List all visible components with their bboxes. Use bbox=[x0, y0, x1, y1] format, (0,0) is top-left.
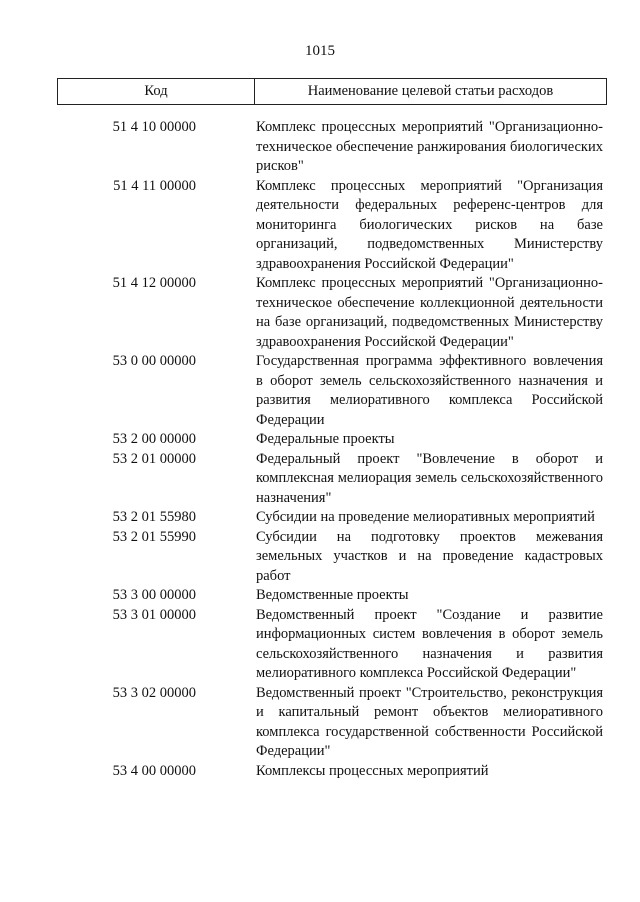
row-code: 51 4 10 00000 bbox=[112, 119, 196, 135]
table-row bbox=[0, 430, 640, 450]
row-name: Федеральный проект "Вовлечение в оборот и комплексная мелиорация земель сельскохозяйственного назначения" bbox=[256, 450, 603, 506]
row-code: 53 2 01 00000 bbox=[112, 450, 196, 467]
table-row bbox=[0, 177, 640, 275]
table-row bbox=[0, 762, 640, 782]
row-name: Ведомственный проект "Строительство, реконструкция и капитальный ремонт объектов мелиоративного комплекса государственной собственности Российской Федерации" bbox=[256, 684, 603, 759]
table-row bbox=[0, 274, 640, 352]
row-name: Комплекс процессных мероприятий "Организационно-техническое обеспечение ранжирования биологических рисков" bbox=[256, 119, 603, 174]
row-name: Государственная программа эффективного вовлечения в оборот земель сельскохозяйственного назначения и развития мелиоративного комплекса Российской Федерации bbox=[256, 353, 603, 428]
header-code: Код bbox=[58, 79, 255, 104]
row-code: 53 2 00 00000 bbox=[112, 431, 196, 447]
page-number: 1015 bbox=[305, 43, 335, 59]
row-code: 53 2 01 55980 bbox=[112, 509, 196, 525]
table-row bbox=[0, 606, 640, 684]
table-row bbox=[0, 118, 640, 177]
table-row bbox=[0, 684, 640, 762]
table-row bbox=[0, 450, 640, 509]
row-name: Комплекс процессных мероприятий "Организация деятельности федеральных референс-центров для мониторинга биологических рисков на базе организаций, подведомственных Министерству здравоохранения Российской Федерации" bbox=[256, 177, 603, 272]
row-code: 53 0 00 00000 bbox=[112, 353, 196, 369]
row-code: 53 3 01 00000 bbox=[112, 606, 196, 623]
row-name: Комплексы процессных мероприятий bbox=[256, 762, 489, 779]
row-name: Субсидии на подготовку проектов межевания земельных участков и на проведение кадастровых работ bbox=[256, 528, 603, 584]
row-code: 53 2 01 55990 bbox=[112, 528, 196, 545]
row-name: Комплекс процессных мероприятий "Организационно-техническое обеспечение коллекционной деятельности на базе организаций, подведомственных Министерству здравоохранения Российской Федерации" bbox=[256, 275, 603, 350]
row-name: Субсидии на проведение мелиоративных мероприятий bbox=[256, 509, 595, 525]
row-code: 53 4 00 00000 bbox=[112, 762, 196, 779]
table-row bbox=[0, 528, 640, 587]
row-name: Ведомственный проект "Создание и развитие информационных систем вовлечения в оборот земель сельскохозяйственного назначения и развития мелиоративного комплекса Российской Федерации" bbox=[256, 606, 603, 681]
row-name: Ведомственные проекты bbox=[256, 587, 409, 603]
row-code: 53 3 02 00000 bbox=[112, 684, 196, 701]
row-code: 51 4 11 00000 bbox=[113, 177, 196, 194]
table-row bbox=[0, 508, 640, 528]
table-body bbox=[0, 118, 640, 781]
table-header bbox=[57, 78, 607, 105]
row-code: 53 3 00 00000 bbox=[112, 587, 196, 603]
table-row bbox=[0, 352, 640, 430]
row-code: 51 4 12 00000 bbox=[112, 275, 196, 291]
header-name: Наименование целевой статьи расходов bbox=[307, 83, 554, 99]
row-name: Федеральные проекты bbox=[256, 431, 395, 447]
table-row bbox=[0, 586, 640, 606]
